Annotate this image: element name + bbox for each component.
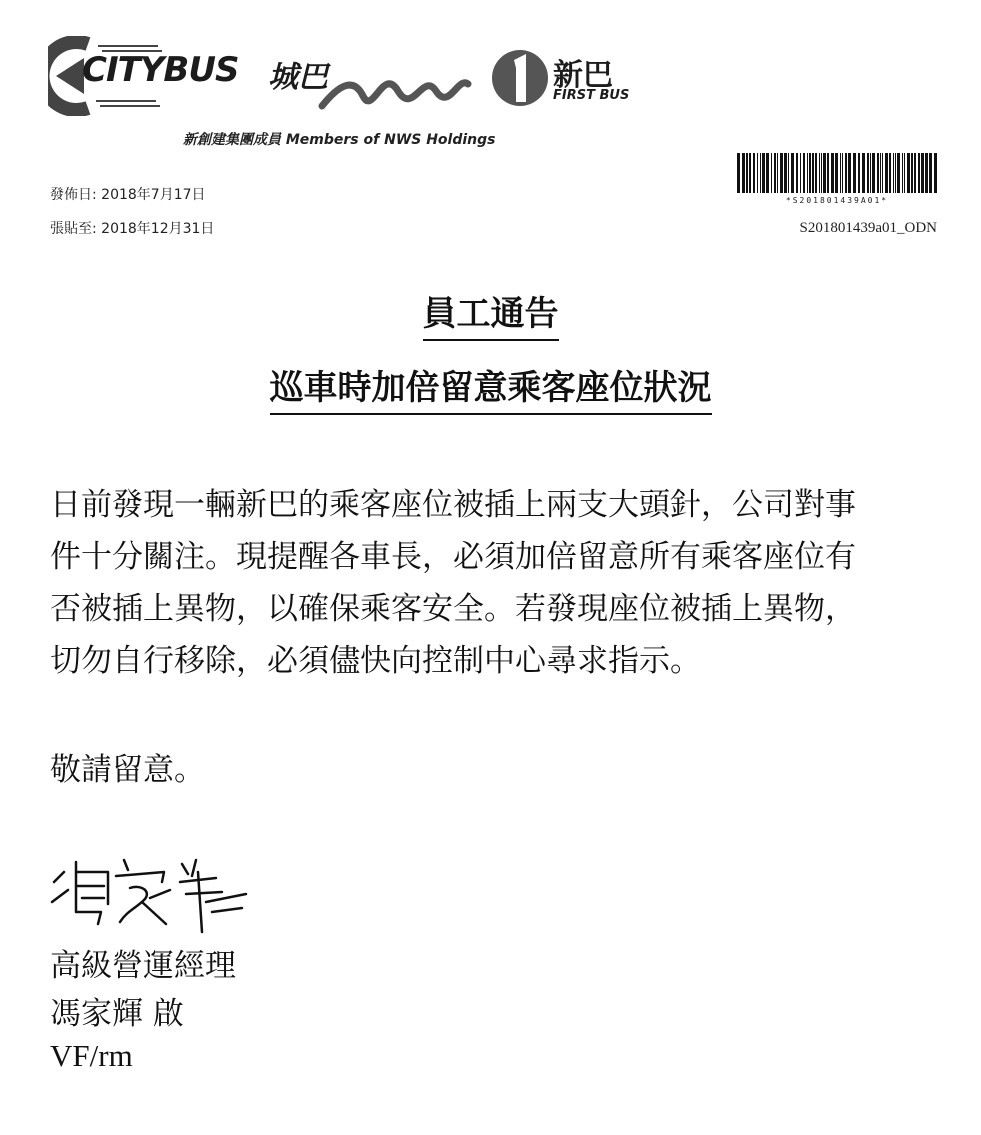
- notice-title: 巡車時加倍留意乘客座位狀況: [270, 360, 712, 415]
- firstbus-swirl-logo: [318, 46, 558, 116]
- reference-code: S201801439a01_ODN: [799, 220, 937, 236]
- issue-date-line: [50, 184, 206, 204]
- citybus-logo-cn: 城巴: [268, 60, 328, 95]
- notice-type: 員工通告: [423, 286, 559, 341]
- body-line: 件十分關注。現提醒各車長，必須加倍留意所有乘客座位有: [50, 539, 856, 575]
- post-until-line: [50, 218, 214, 238]
- signer-position: 高級營運經理: [50, 948, 236, 984]
- issue-date-label: 發佈日:: [50, 187, 97, 203]
- barcode: [737, 153, 937, 193]
- post-until-label: 張貼至:: [50, 221, 97, 237]
- post-until-date: 2018年12月31日: [101, 221, 215, 237]
- body-line: 切勿自行移除，必須儘快向控制中心尋求指示。: [50, 643, 701, 679]
- body-line: 日前發現一輛新巴的乘客座位被插上兩支大頭針，公司對事: [50, 487, 856, 523]
- reference-initials: VF/rm: [50, 1038, 133, 1073]
- notice-type-heading: [0, 286, 981, 341]
- firstbus-logo-en: FIRST BUS: [553, 88, 630, 103]
- signer-name: 馮家輝 啟: [50, 996, 184, 1032]
- holdings-tagline: 新創建集團成員 Members of NWS Holdings: [183, 132, 496, 148]
- notice-title-heading: [0, 360, 981, 415]
- issue-date: 2018年7月17日: [101, 187, 206, 203]
- handwritten-signature: [46, 842, 256, 937]
- citybus-logo-text: CITYBUS: [82, 50, 239, 90]
- closing-remark: 敬請留意。: [50, 752, 205, 788]
- barcode-caption: *S201801439A01*: [785, 196, 889, 205]
- notice-body: [50, 479, 935, 687]
- firstbus-logo-cn: 新巴: [553, 58, 613, 93]
- logo-row: [48, 36, 648, 116]
- body-line: 否被插上異物，以確保乘客安全。若發現座位被插上異物，: [50, 591, 856, 627]
